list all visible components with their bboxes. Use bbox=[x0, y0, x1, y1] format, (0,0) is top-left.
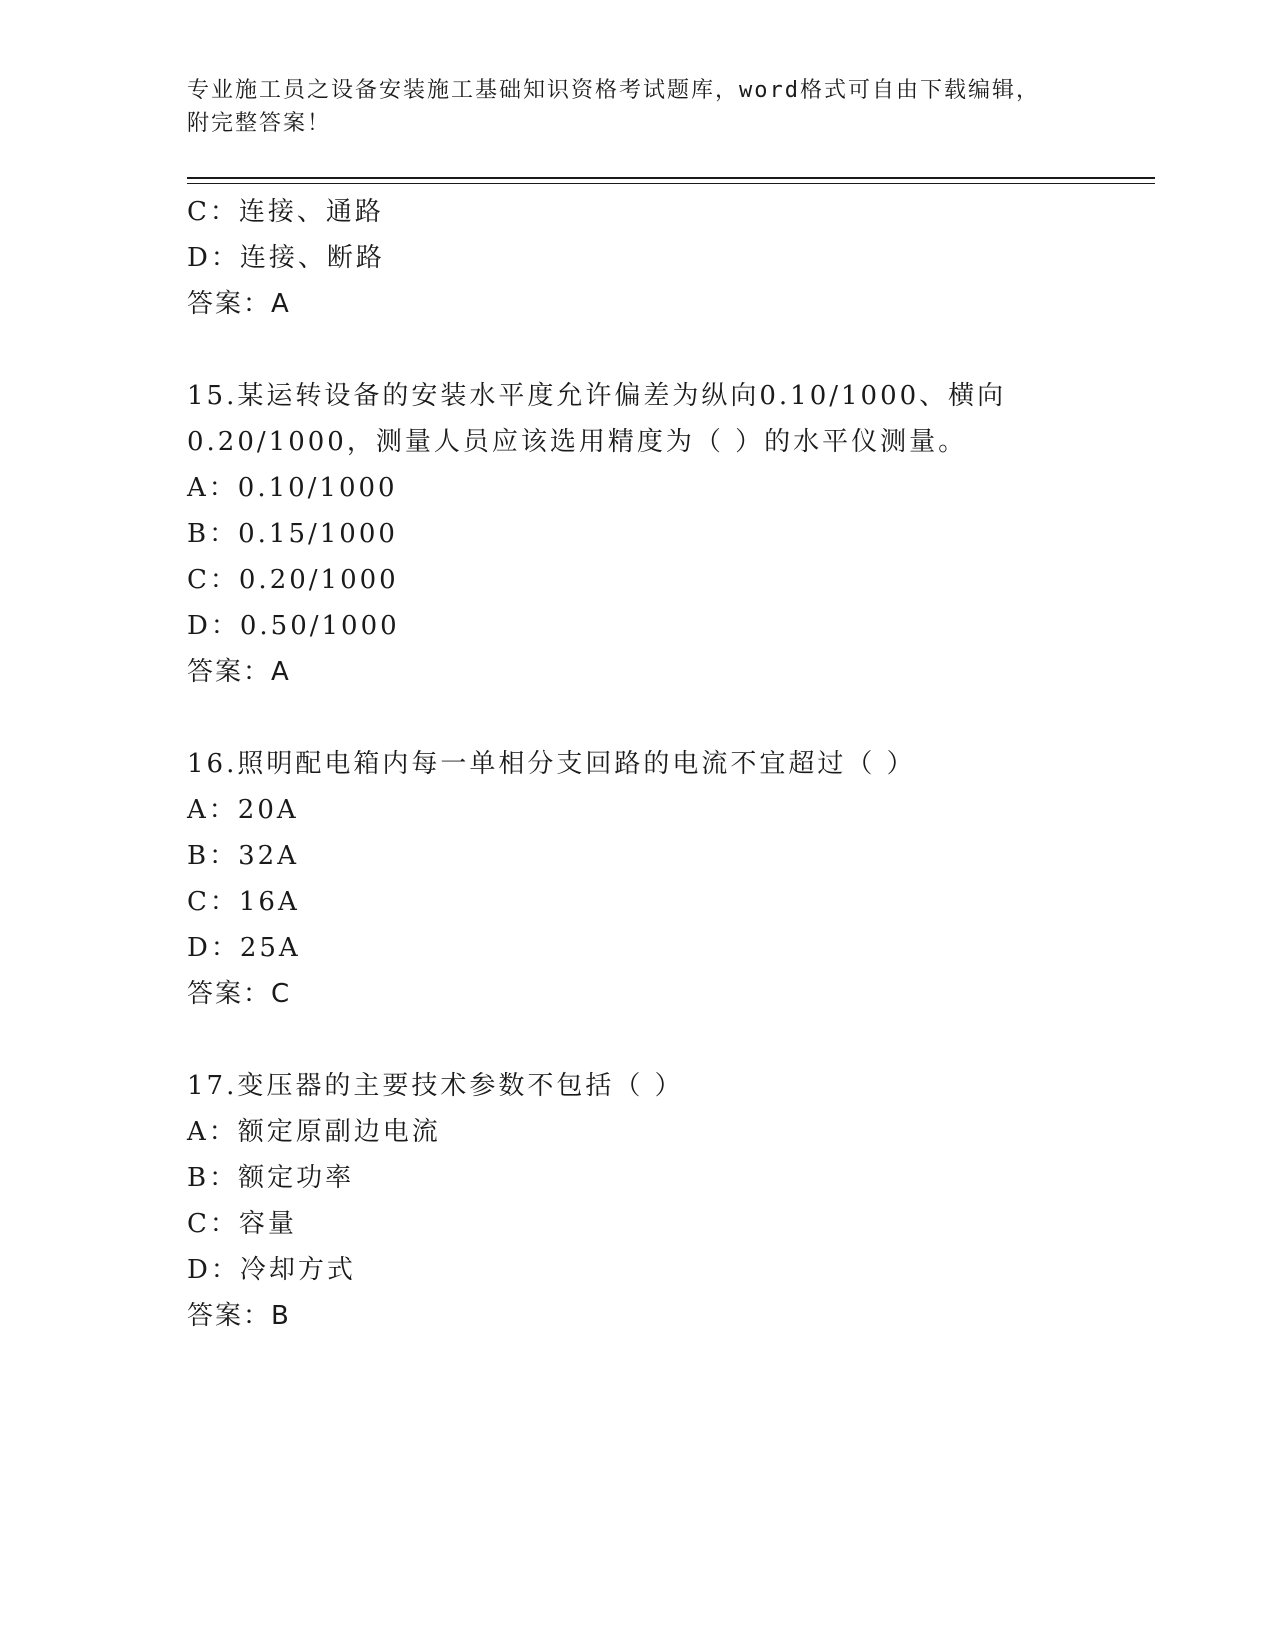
question-stem-line-1: 15.某运转设备的安装水平度允许偏差为纵向0.10/1000、横向 bbox=[187, 381, 1007, 411]
question-stem-line-2: 0.20/1000，测量人员应该选用精度为（ ）的水平仪测量。 bbox=[187, 427, 968, 457]
answer: 答案：A bbox=[187, 289, 291, 319]
question-16 bbox=[187, 741, 1155, 1017]
option-d: D：冷却方式 bbox=[187, 1255, 356, 1285]
answer: 答案：A bbox=[187, 657, 291, 687]
option-c: C：0.20/1000 bbox=[187, 565, 399, 595]
answer: 答案：C bbox=[187, 979, 292, 1009]
question-continued bbox=[187, 189, 1155, 327]
question-15 bbox=[187, 373, 1155, 695]
option-c: C：16A bbox=[187, 887, 300, 917]
option-b: B：0.15/1000 bbox=[187, 519, 398, 549]
header-divider-thin bbox=[187, 183, 1155, 184]
option-d: D：连接、断路 bbox=[187, 243, 385, 273]
option-c: C：容量 bbox=[187, 1209, 297, 1239]
option-a: A：20A bbox=[187, 795, 299, 825]
question-list bbox=[187, 189, 1155, 1339]
spacer bbox=[187, 695, 1155, 741]
document-header bbox=[187, 74, 1087, 140]
question-stem-line-1: 17.变压器的主要技术参数不包括（ ） bbox=[187, 1071, 684, 1101]
question-stem-line-1: 16.照明配电箱内每一单相分支回路的电流不宜超过（ ） bbox=[187, 749, 916, 779]
option-d: D：0.50/1000 bbox=[187, 611, 400, 641]
option-d: D：25A bbox=[187, 933, 301, 963]
header-divider-thick bbox=[187, 177, 1155, 179]
option-b: B：32A bbox=[187, 841, 299, 871]
header-line-2: 附完整答案！ bbox=[187, 111, 332, 136]
option-a: A：0.10/1000 bbox=[187, 473, 398, 503]
question-17 bbox=[187, 1063, 1155, 1339]
option-c: C：连接、通路 bbox=[187, 197, 384, 227]
option-a: A：额定原副边电流 bbox=[187, 1117, 441, 1147]
answer: 答案：B bbox=[187, 1301, 291, 1331]
header-line-1: 专业施工员之设备安装施工基础知识资格考试题库，word格式可自由下载编辑， bbox=[187, 78, 1040, 103]
spacer bbox=[187, 1017, 1155, 1063]
spacer bbox=[187, 327, 1155, 373]
option-b: B：额定功率 bbox=[187, 1163, 355, 1193]
